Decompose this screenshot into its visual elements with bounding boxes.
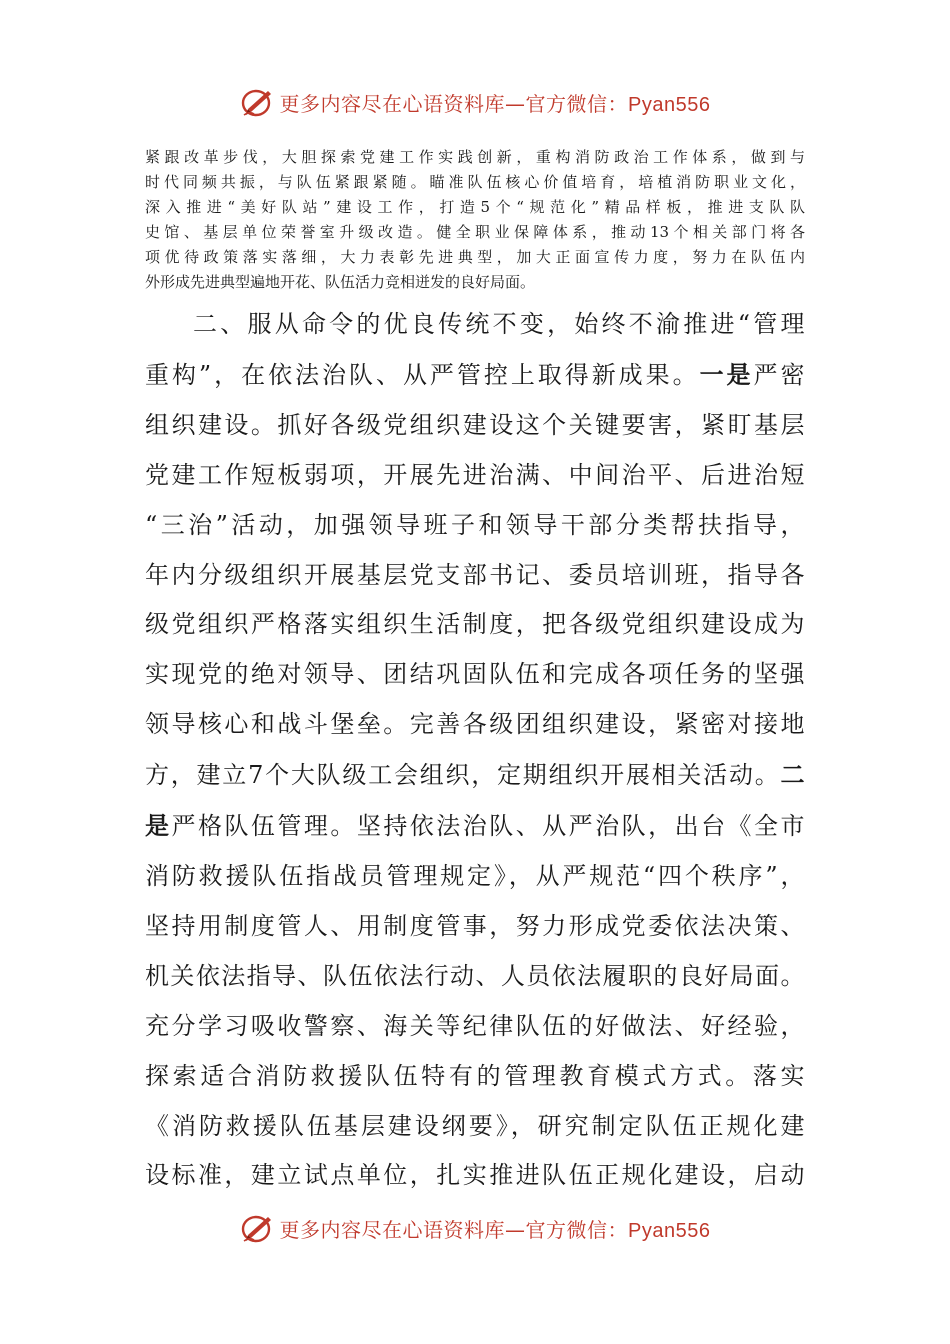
main-paragraph — [145, 300, 805, 1201]
main-text: 严格队伍管理。坚持依法治队、从严治队，出台《全市 — [171, 812, 806, 841]
main-text: 重构”，在依法治队、从严管控上取得新成果。 — [145, 360, 700, 389]
pen-logo-icon — [240, 85, 276, 119]
banner-account: Pyan556 — [628, 1219, 711, 1242]
main-line — [145, 750, 805, 801]
main-line: 机关依法指导、队伍依法行动、人员依法履职的良好局面。 — [145, 961, 805, 990]
banner-brand: 更多内容尽在心语资料库 — [279, 91, 506, 116]
small-line: 项优待政策落实落细，大力表彰先进典型，加大正面宣传力度，努力在队伍内 — [145, 248, 805, 266]
main-line: 党建工作短板弱项，开展先进治满、中间治平、后进治短 — [145, 460, 805, 489]
main-line — [145, 801, 805, 852]
main-text: 严密 — [753, 360, 805, 389]
main-line: 组织建设。抓好各级党组织建设这个关键要害，紧盯基层 — [145, 410, 805, 439]
small-line: 深入推进“美好队站”建设工作，打造5个“规范化”精品样板，推进支队队 — [145, 198, 805, 216]
main-line: 设标准，建立试点单位，扎实推进队伍正规化建设，启动 — [145, 1161, 805, 1190]
main-line: 《消防救援队伍基层建设纲要》，研究制定队伍正规化建 — [145, 1111, 805, 1140]
main-line: 领导核心和战斗堡垒。完善各级团组织建设，紧密对接地 — [145, 710, 805, 739]
banner-official: 官方微信： — [525, 91, 629, 116]
main-text: 方，建立7个大队级工会组织，定期组织开展相关活动。 — [145, 761, 781, 790]
banner-separator: — — [505, 91, 526, 116]
main-line: 充分学习吸收警察、海关等纪律队伍的好做法、好经验， — [145, 1011, 805, 1040]
banner-text — [280, 88, 711, 117]
bold-marker-two-cont: 是 — [145, 811, 172, 841]
pen-logo-icon — [240, 1211, 276, 1245]
banner-account: Pyan556 — [628, 93, 711, 116]
bold-marker-two: 二 — [780, 760, 805, 790]
main-line: 级党组织严格落实组织生活制度，把各级党组织建设成为 — [145, 610, 805, 639]
small-line: 时代同频共振，与队伍紧跟紧随。瞄准队伍核心价值培育，培植消防职业文化， — [145, 173, 805, 191]
header-banner — [0, 82, 950, 122]
banner-official: 官方微信： — [525, 1217, 629, 1242]
main-line: 二、服从命令的优良传统不变，始终不渝推进“管理 — [193, 310, 805, 338]
main-line: 实现党的绝对领导、团结巩固队伍和完成各项任务的坚强 — [145, 660, 805, 689]
banner-brand: 更多内容尽在心语资料库 — [279, 1217, 506, 1242]
main-line: 探索适合消防救援队伍特有的管理教育模式方式。落实 — [145, 1061, 805, 1090]
main-line: 坚持用制度管人、用制度管事，努力形成党委依法决策、 — [145, 911, 805, 940]
small-line: 史馆、基层单位荣誉室升级改造。健全职业保障体系，推动13个相关部门将各 — [145, 223, 805, 241]
small-line: 紧跟改革步伐，大胆探索党建工作实践创新，重构消防政治工作体系，做到与 — [145, 148, 805, 166]
main-line: “三治”活动，加强领导班子和领导干部分类帮扶指导， — [145, 510, 805, 539]
footer-banner — [0, 1208, 950, 1248]
bold-marker-one: 一是 — [699, 359, 754, 389]
main-line: 消防救援队伍指战员管理规定》，从严规范“四个秩序”， — [145, 861, 805, 890]
banner-separator: — — [505, 1217, 526, 1242]
main-line — [145, 350, 805, 401]
banner-text — [280, 1214, 711, 1243]
main-line: 年内分级组织开展基层党支部书记、委员培训班，指导各 — [145, 560, 805, 589]
small-paragraph — [145, 145, 805, 295]
small-line: 外形成先进典型遍地开花、队伍活力竞相迸发的良好局面。 — [145, 273, 536, 291]
